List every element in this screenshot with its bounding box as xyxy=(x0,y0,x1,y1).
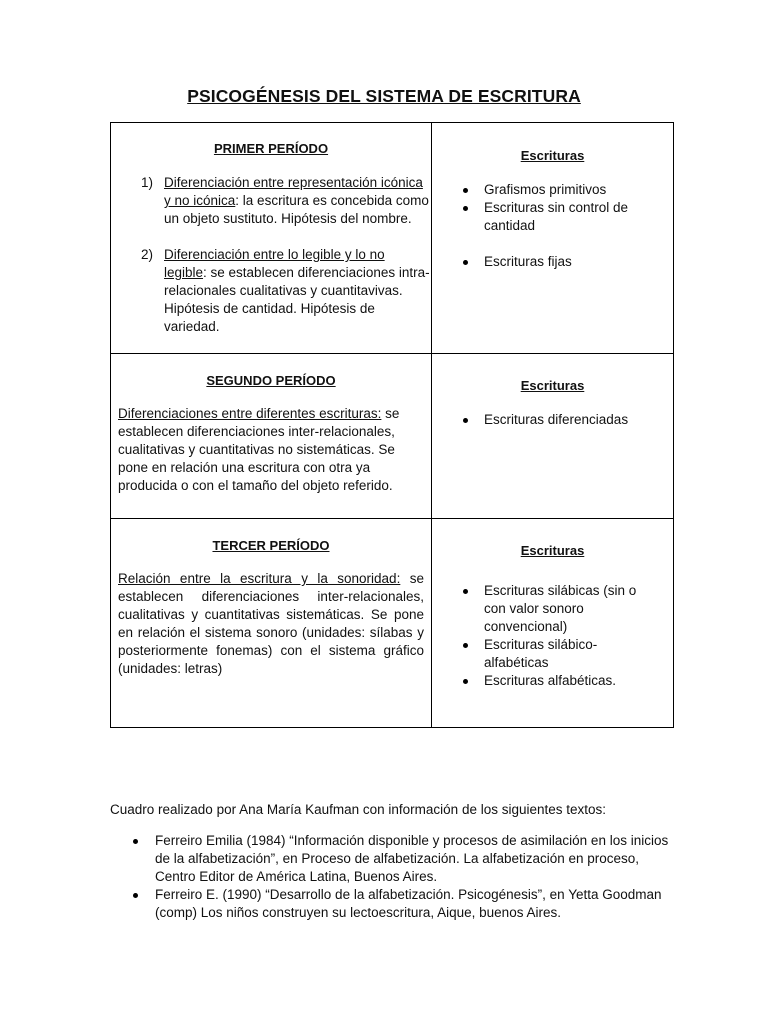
item-heading: Diferenciación entre representación icónica y no icónica xyxy=(164,175,423,208)
item-number: 1) xyxy=(141,175,154,190)
document-title: PSICOGÉNESIS DEL SISTEMA DE ESCRITURA xyxy=(187,86,581,106)
period-heading: SEGUNDO PERÍODO xyxy=(206,373,336,388)
list-item: Escrituras silábicas (sin o con valor sonoro convencional) xyxy=(432,582,673,636)
list-item: Grafismos primitivos xyxy=(432,181,673,199)
writings-list xyxy=(432,411,673,429)
description-heading: Diferenciaciones entre diferentes escrituras: xyxy=(118,406,382,421)
writings-heading: Escrituras xyxy=(520,543,585,558)
references-list xyxy=(110,832,670,922)
description-text: se establecen diferenciaciones inter-relacionales, cualitativas y cuantitativas no sistemáticas. Se pone en relación una escritura con otra ya producida o con el tamaño del objeto referido. xyxy=(118,406,400,493)
writings-list xyxy=(432,582,673,690)
writings-list xyxy=(432,181,673,271)
description-heading: Relación entre la escritura y la sonoridad: xyxy=(118,571,401,586)
list-item: Escrituras fijas xyxy=(432,253,673,271)
period-cell xyxy=(111,354,432,519)
writings-cell xyxy=(432,123,674,354)
item-text: : se establecen diferenciaciones intra-relacionales cualitativas y cuantitavivas. Hipótesis de cantidad. Hipótesis de variedad. xyxy=(164,265,430,334)
period-cell xyxy=(111,519,432,728)
writings-cell xyxy=(432,354,674,519)
writings-heading: Escrituras xyxy=(520,148,585,163)
period-heading: PRIMER PERÍODO xyxy=(213,141,329,156)
list-item: Escrituras diferenciadas xyxy=(432,411,673,429)
list-item: Escrituras silábico-alfabéticas xyxy=(432,636,673,672)
list-item: Escrituras alfabéticas. xyxy=(432,672,673,690)
source-caption: Cuadro realizado por Ana María Kaufman con información de los siguientes textos: xyxy=(110,802,607,817)
reference-item: Ferreiro E. (1990) “Desarrollo de la alfabetización. Psicogénesis”, en Yetta Goodman (comp) Los niños construyen su lectoescritura, Aique, buenos Aires. xyxy=(110,886,670,922)
period-description xyxy=(111,405,431,495)
table-row xyxy=(111,123,674,354)
description-text: se establecen diferenciaciones inter-relacionales, cualitativas y cuantitativas sistemáticas. Se pone en relación el sistema sonoro (unidades: sílabas y posteriormente fonemas) con el sistema gráfico (unidades: letras) xyxy=(118,571,424,676)
table-row xyxy=(111,354,674,519)
period-heading: TERCER PERÍODO xyxy=(212,538,330,553)
list-item xyxy=(111,174,431,228)
list-item xyxy=(111,246,431,336)
period-cell xyxy=(111,123,432,354)
writings-heading: Escrituras xyxy=(520,378,585,393)
period-list xyxy=(111,174,431,336)
item-text: : la escritura es concebida como un objeto sustituto. Hipótesis del nombre. xyxy=(164,193,429,226)
periods-table xyxy=(110,122,674,728)
item-heading: Diferenciación entre lo legible y lo no legible xyxy=(164,247,385,280)
period-description xyxy=(111,570,431,678)
reference-item: Ferreiro Emilia (1984) “Información disponible y procesos de asimilación en los inicios de la alfabetización”, en Proceso de alfabetización. La alfabetización en proceso, Centro Editor de América Latina, Buenos Aires. xyxy=(110,832,670,886)
writings-cell xyxy=(432,519,674,728)
item-number: 2) xyxy=(141,247,154,262)
table-row xyxy=(111,519,674,728)
list-item: Escrituras sin control de cantidad xyxy=(432,199,673,235)
